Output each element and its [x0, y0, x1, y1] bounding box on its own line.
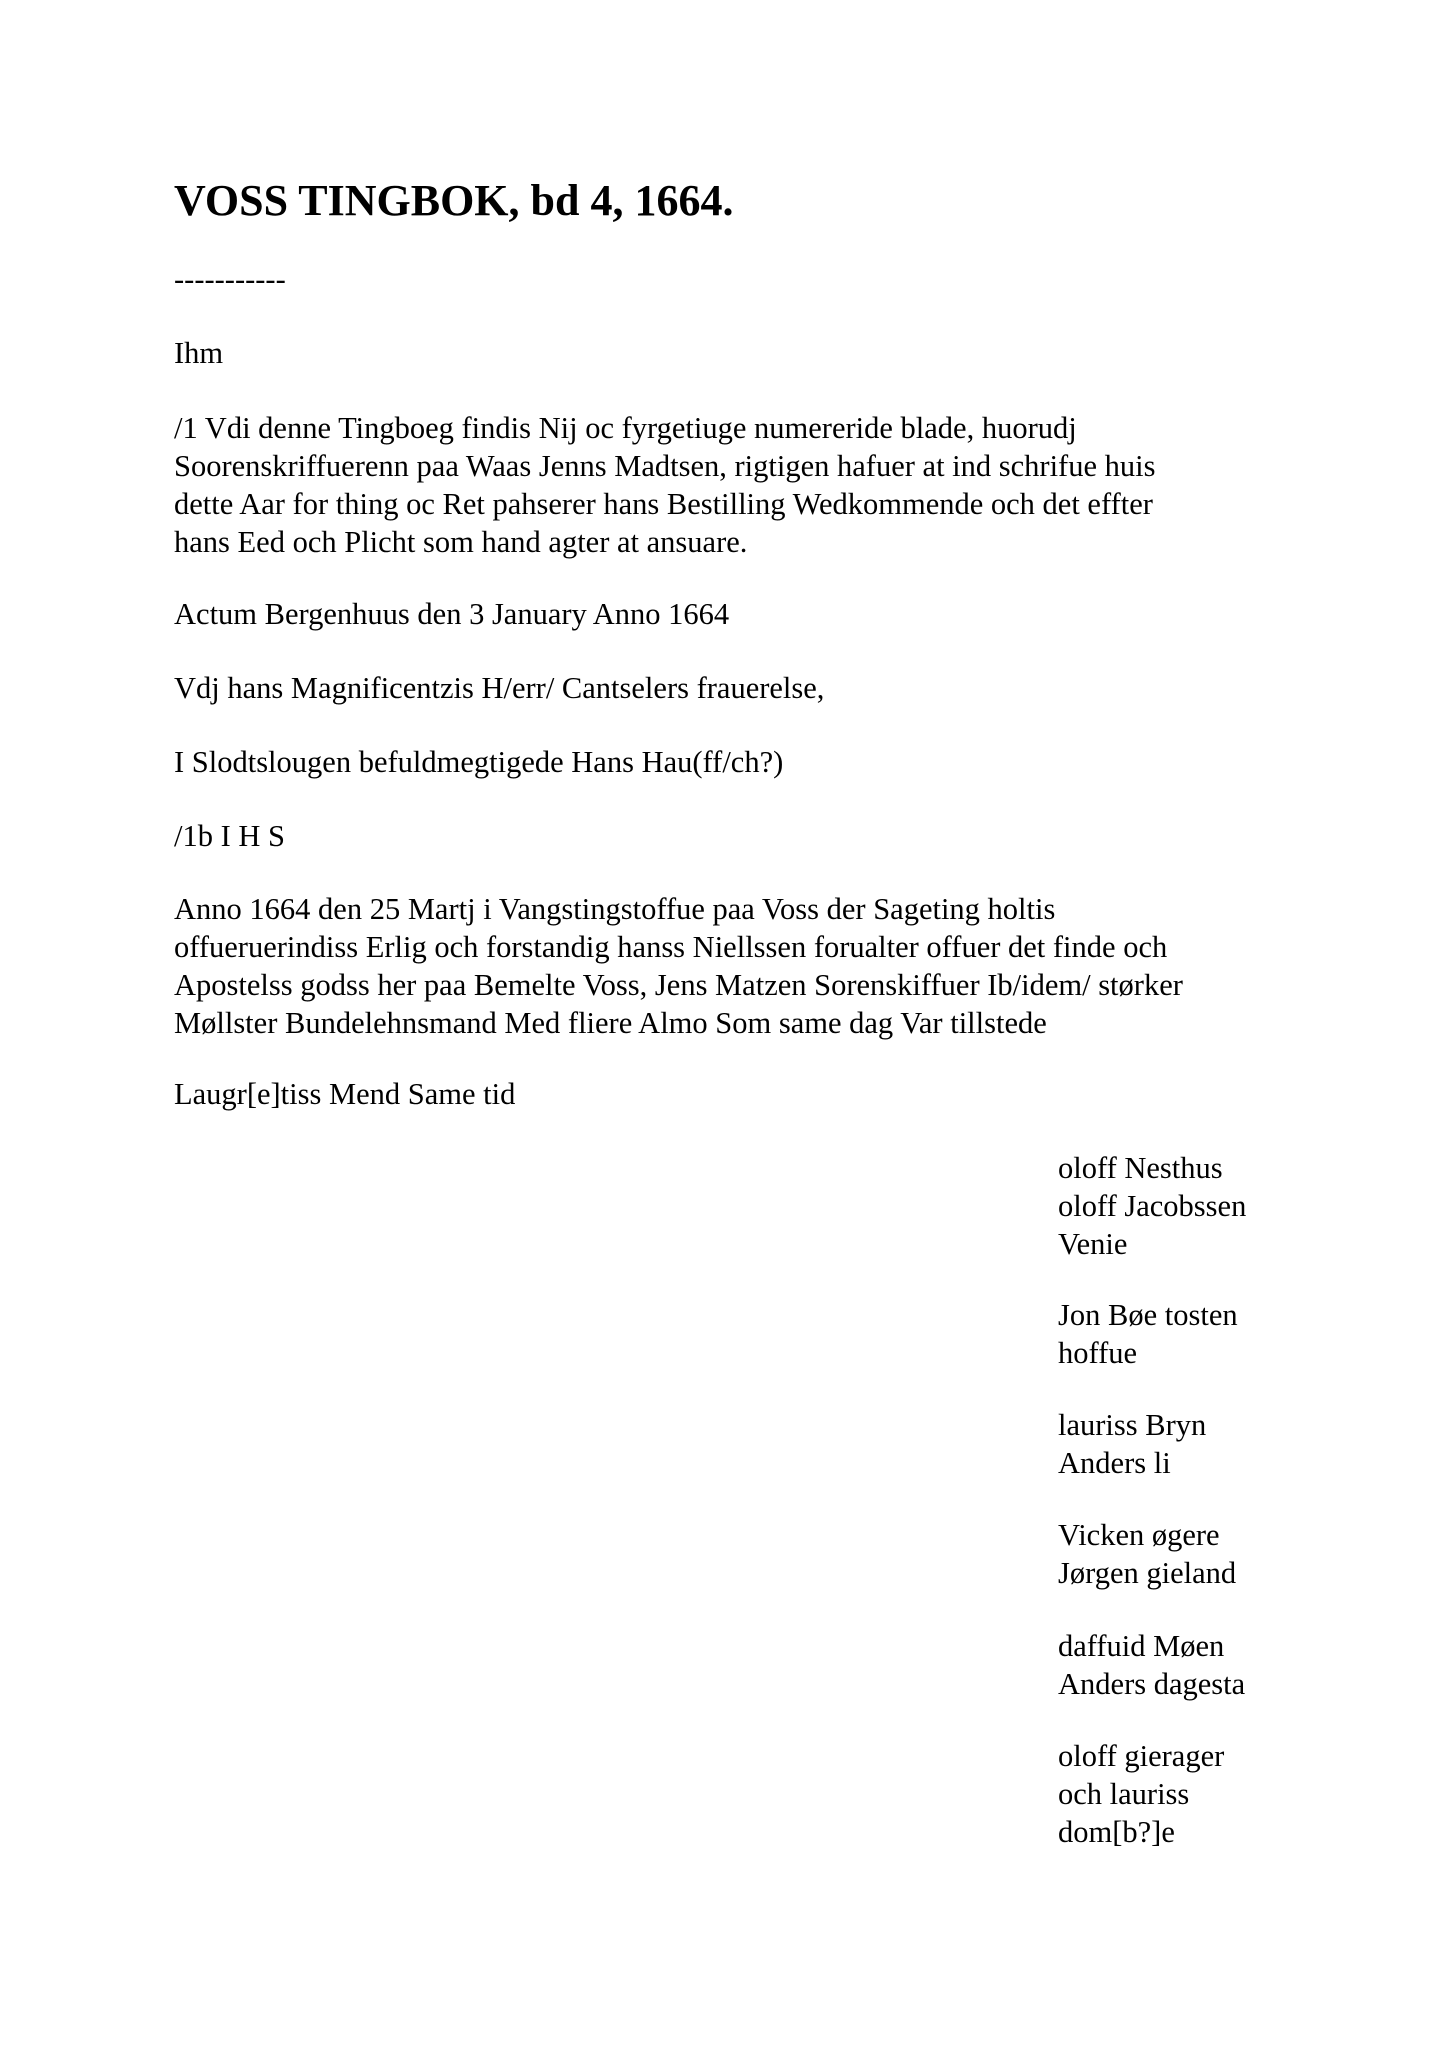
lagrette-name-group: lauriss Bryn Anders li [1058, 1408, 1207, 1480]
paragraph-cantseler: Vdj hans Magnificentzis H/err/ Cantselers frauerelse, [174, 671, 825, 705]
paragraph-ihm: Ihm [174, 336, 224, 370]
paragraph-tingboeg-intro: /1 Vdi denne Tingboeg findis Nij oc fyrgetiuge numereride blade, huorudj Soorenskriffuerenn paa Waas Jenns Madtsen, rigtigen hafuer at ind schrifue huis dette Aar for thing oc Ret pahserer hans Bestilling Wedkommende och det effter hans Eed och Plicht som hand agter at ansuare. [174, 411, 1156, 559]
paragraph-laugrettiss: Laugr[e]tiss Mend Same tid [174, 1077, 516, 1111]
paragraph-slodtslougen: I Slodtslougen befuldmegtigede Hans Hau(ff/ch?) [174, 745, 784, 779]
paragraph-sageting: Anno 1664 den 25 Martj i Vangstingstoffue paa Voss der Sageting holtis offueruerindiss Erlig och forstandig hanss Niellssen forualter offuer det finde och Apostelss godss her paa Bemelte Voss, Jens Matzen Sorenskiffuer Ib/idem/ størker Møllster Bundelehnsmand Med fliere Almo Som same dag Var tillstede [174, 892, 1183, 1040]
document-title: VOSS TINGBOK, bd 4, 1664. [174, 176, 734, 225]
separator-line: ----------- [174, 262, 286, 296]
paragraph-ihs-heading: /1b I H S [174, 819, 285, 853]
lagrette-name-group: oloff gierager och lauriss dom[b?]e [1058, 1739, 1225, 1849]
lagrette-name-group: Jon Bøe tosten hoffue [1058, 1298, 1238, 1370]
lagrette-name-group: oloff Nesthus oloff Jacobssen Venie [1058, 1151, 1247, 1261]
lagrette-name-group: daffuid Møen Anders dagesta [1058, 1629, 1246, 1701]
lagrette-name-group: Vicken øgere Jørgen gieland [1058, 1518, 1237, 1590]
paragraph-actum: Actum Bergenhuus den 3 January Anno 1664 [174, 597, 730, 631]
